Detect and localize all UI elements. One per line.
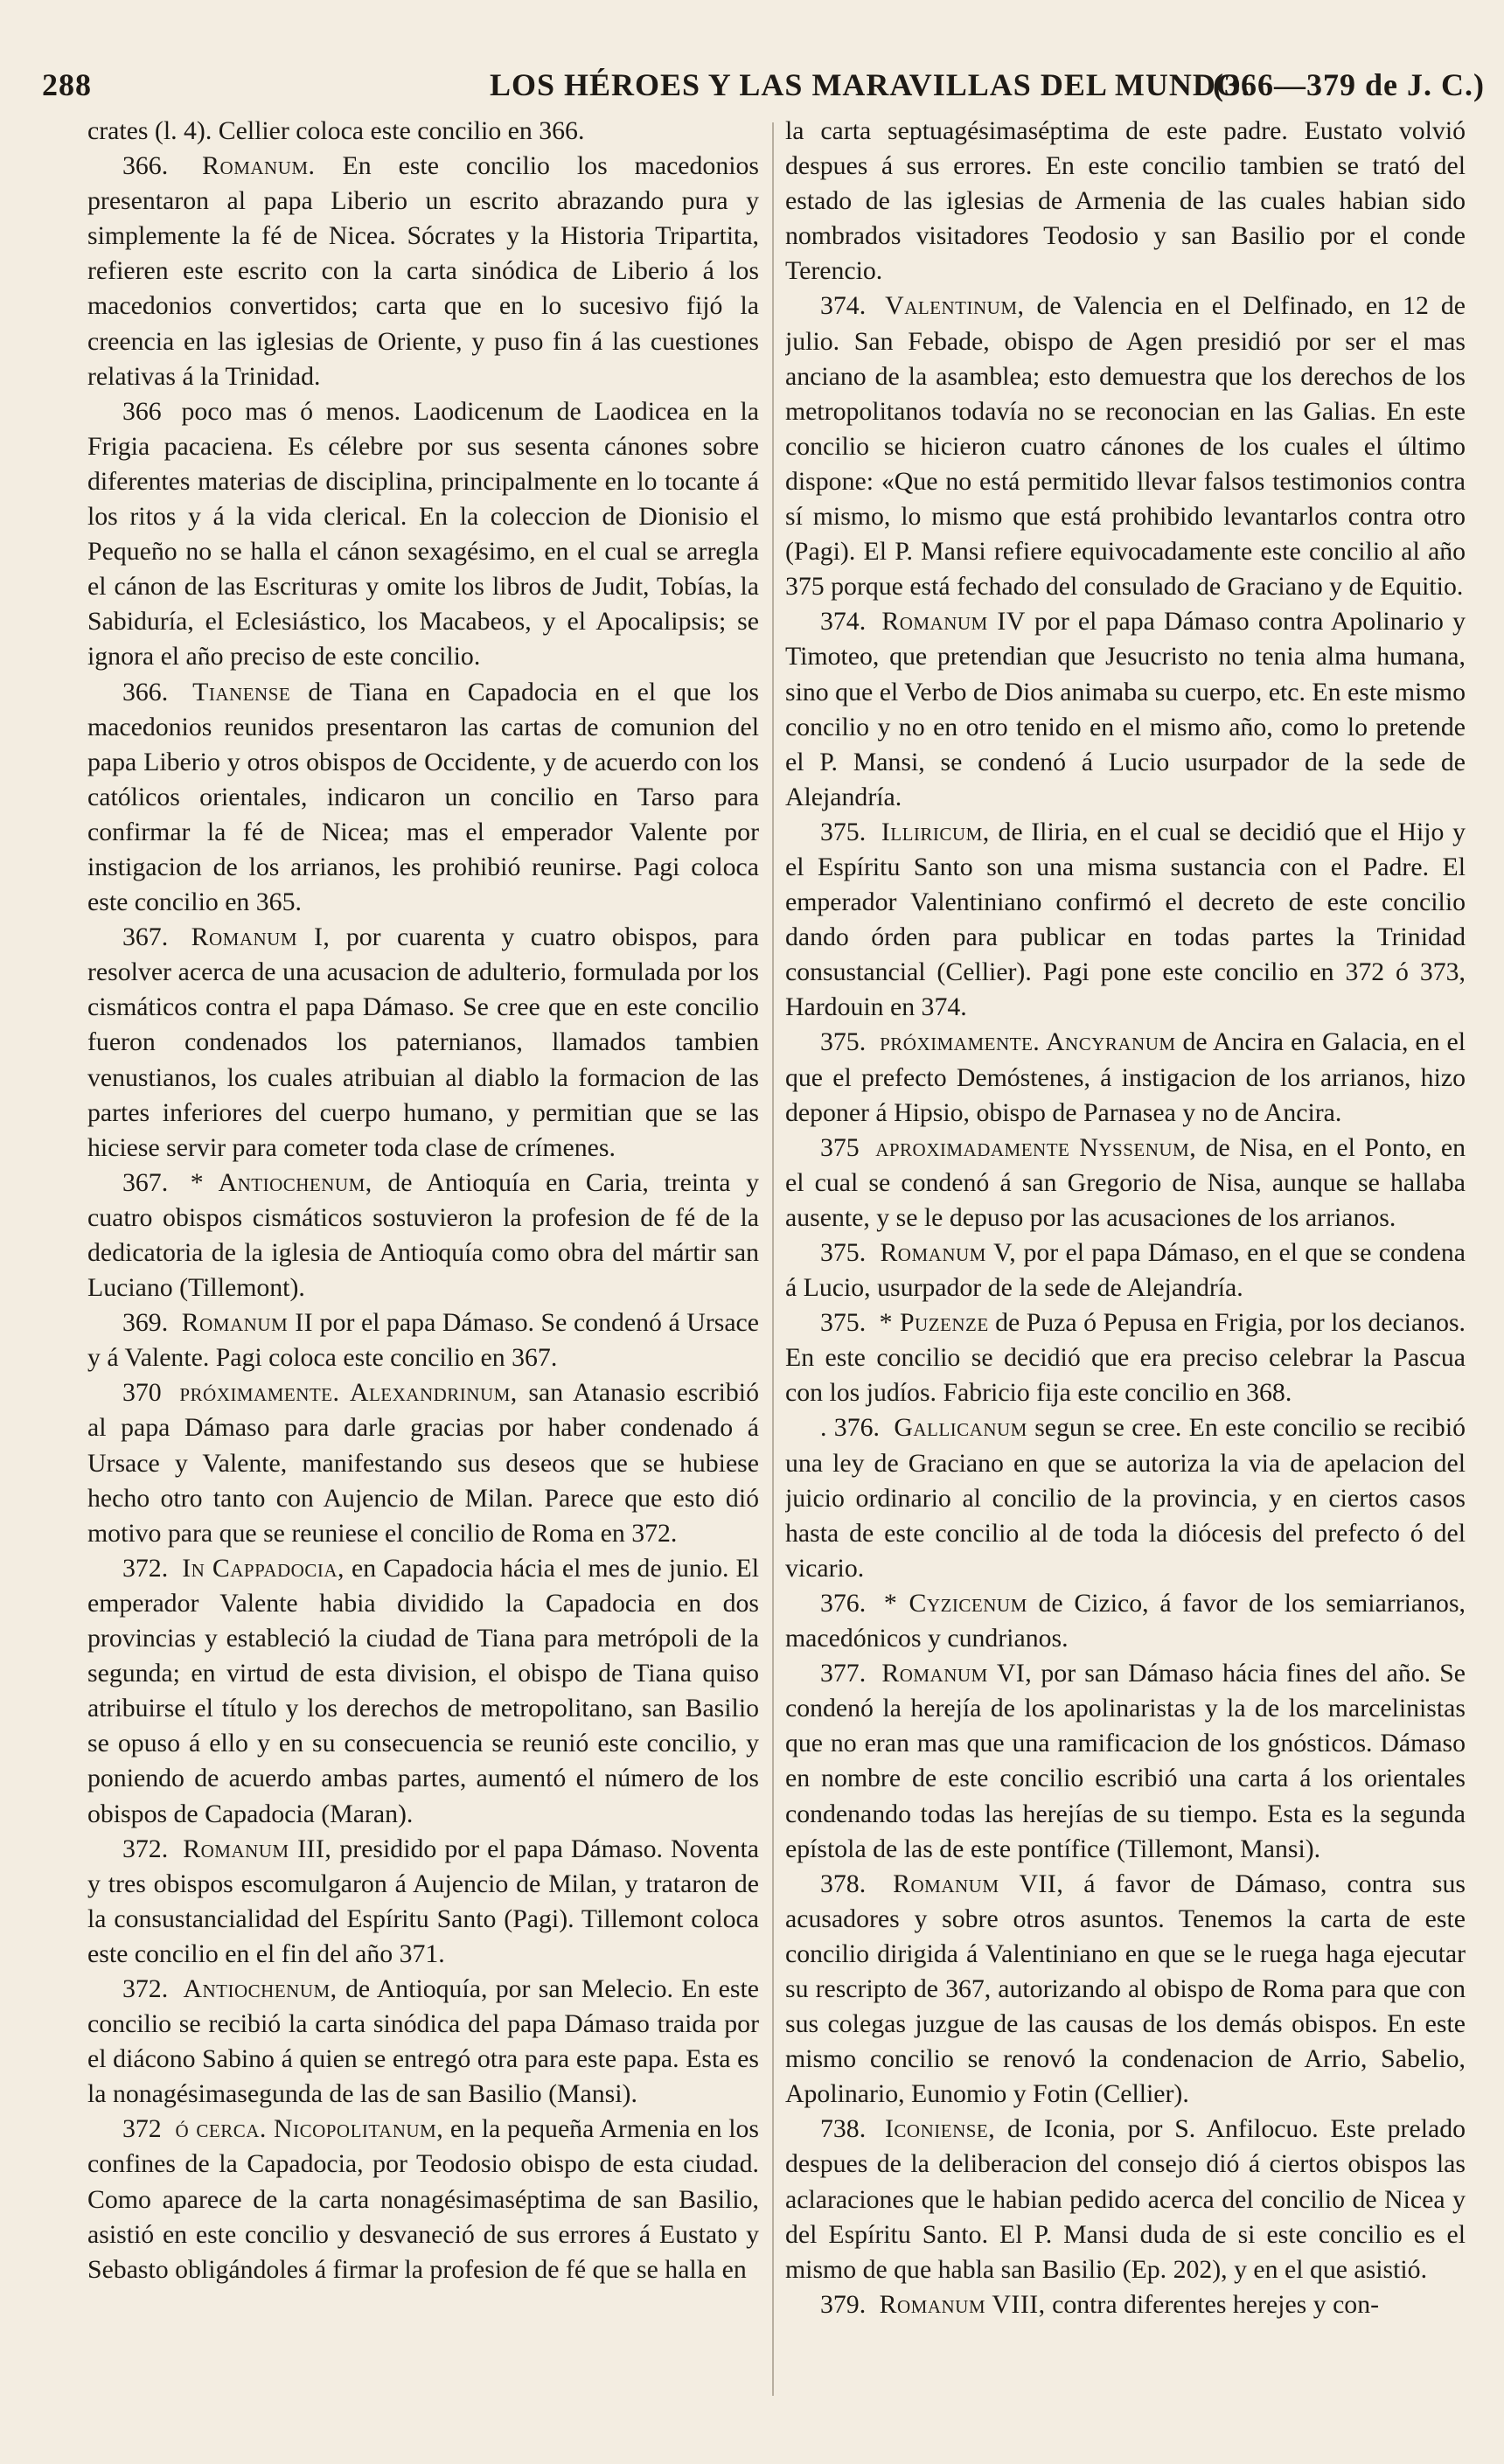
right-column (785, 114, 1466, 2422)
entry-number: 374. (820, 607, 867, 637)
entry-number: 375. (820, 1238, 867, 1267)
entry-text: en la pequeña Armenia en los confines de la Capadocia, por Teodosio obispo de esta ciudad. Como aparece de la carta nonagésimaséptima de san Basilio, asistió en este concilio y desvaneció de sus errores á Eustato y Sebasto obligándoles á firmar la profesion de fé que se halla en (87, 2114, 759, 2284)
council-name: Illiricum, (881, 817, 990, 846)
council-name: Romanum I, (191, 922, 331, 952)
council-name: Valentinum, (885, 291, 1025, 321)
entry-text: de Puza ó Pepusa en Frigia, por los decianos. En este concilio se decidió que era preciso celebrar la Pascua con los judíos. Fabricio fija este concilio en 368. (785, 1308, 1466, 1408)
date-range: (366—379 de J. C.) (1213, 67, 1485, 102)
entry-number: 738. (820, 2114, 867, 2144)
left-column (87, 114, 759, 2422)
entry-text: por el papa Dámaso. Se condenó á Ursace y á Valente. Pagi coloca este concilio en 367. (87, 1308, 759, 1373)
council-entry (87, 1832, 759, 1972)
council-name: * Cyzicenum (883, 1588, 1027, 1618)
council-name: Tianense (192, 677, 291, 706)
council-entry (785, 2287, 1466, 2322)
entry-text: de Iconia, por S. Anfilocuo. Este prelado despues de la deliberacion del consejo dió á ciertos obispos las aclaraciones que le habian pedido acerca del concilio de Nicea y del Espíritu Santo. El P. Mansi duda de si este concilio es el mismo de que habla san Basilio (Ep. 202), y en el que asistió. (785, 2114, 1466, 2284)
entry-text: de Antioquía en Caria, treinta y cuatro obispos cismáticos sostuvieron la profesion de fé de la dedicatoria de la iglesia de Antioquía como obra del mártir san Luciano (Tillemont). (87, 1167, 759, 1303)
entry-number: 372. (122, 1834, 169, 1863)
council-name: Gallicanum (894, 1413, 1027, 1443)
council-entry (785, 604, 1466, 815)
entry-number: 370 (122, 1378, 162, 1408)
council-name: Romanum VIII, (879, 2289, 1046, 2319)
council-entry (785, 1131, 1466, 1235)
entry-number: 379. (820, 2289, 867, 2319)
entry-text: de Iliria, en el cual se decidió que el Hijo y el Espíritu Santo son una misma sustancia con el Padre. El emperador Valentiniano confirmó el decreto de este concilio dando órden para publicar en todas partes la Trinidad consustancial (Cellier). Pagi pone este concilio en 372 ó 373, Hardouin en 374. (785, 817, 1466, 1022)
entry-number: 375 (820, 1132, 860, 1162)
entry-text: En este concilio los macedonios presentaron al papa Liberio un escrito abrazando pura y simplemente la fé de Nicea. Sócrates y la Historia Tripartita, refieren este escrito con la carta sinódica de Liberio á los macedonios convertidos; carta que en lo sucesivo fijó la creencia en las iglesias de Oriente, y puso fin á las cuestiones relativas á la Trinidad. (87, 151, 759, 391)
entry-text: á favor de Dámaso, contra sus acusadores y sobre otros asuntos. Tenemos la carta de este concilio dirigida á Valentiniano en que se le ruega haga ejecutar su rescripto de 367, autorizando al obispo de Roma para que con sus colegas juzgue de las causas de los demás obispos. En este mismo concilio se renovó la condenacion de Arrio, Sabelio, Apolinario, Eunomio y Fotin (Cellier). (785, 1869, 1466, 2109)
council-entry (87, 1551, 759, 1832)
council-name: * Antiochenum, (190, 1167, 373, 1197)
entry-text: en Capadocia hácia el mes de junio. El emperador Valente habia dividido la Capadocia en dos provincias y estableció la ciudad de Tiana para metrópoli de la segunda; en virtud de esta division, el obispo de Tiana quiso atribuirse el título y los derechos de metropolitano, san Basilio se opuso á ello y en su consecuencia se reunió este concilio, y poniendo de acuerdo ambas partes, aumentó el número de los obispos de Capadocia (Maran). (87, 1553, 759, 1828)
entry-number: 377. (820, 1659, 867, 1688)
council-entry (785, 289, 1466, 604)
council-entry (785, 1410, 1466, 1585)
council-entry (785, 1867, 1466, 2112)
council-entry (87, 114, 759, 149)
council-name: In Cappadocia, (182, 1553, 345, 1583)
entry-text: de Cizico, á favor de los semiarrianos, macedónicos y cundrianos. (785, 1588, 1466, 1653)
council-name: * Puzenze (879, 1308, 989, 1338)
council-entry (87, 920, 759, 1166)
entry-number: 366 (122, 396, 162, 426)
entry-text: por san Dámaso hácia fines del año. Se condenó la herejía de los apolinaristas y la de los marcelinistas que no eran mas que una ramificacion de los gnósticos. Dámaso en nombre de este concilio escribió una carta á los orientales condenando todas las herejías de su tiempo. Esta es la segunda epístola de las de este pontífice (Tillemont, Mansi). (785, 1659, 1466, 1863)
council-name: Antiochenum, (183, 1973, 338, 2003)
council-entry (87, 1166, 759, 1305)
council-entry (785, 2112, 1466, 2287)
entry-number: 375. (820, 817, 867, 846)
page-number: 288 (42, 67, 92, 102)
entry-number: 372 (122, 2114, 162, 2144)
council-entry (87, 2112, 759, 2287)
entry-text: de Nisa, en el Ponto, en el cual se condenó á san Gregorio de Nisa, aunque se hallaba ausente, y se le depuso por las acusaciones de los arrianos. (785, 1132, 1466, 1232)
entry-text: la carta septuagésimaséptima de este padre. Eustato volvió despues á sus errores. En este concilio tambien se trató del estado de las iglesias de Armenia de las cuales habian sido nombrados visitadores Teodosio y san Basilio por el conde Terencio. (785, 116, 1466, 286)
entry-number: 375. (820, 1308, 867, 1338)
council-entry (87, 149, 759, 394)
entry-number: 367. (122, 1167, 169, 1197)
council-entry (87, 1375, 759, 1550)
council-name: Romanum IV (881, 607, 1026, 637)
entry-text: por el papa Dámaso contra Apolinario y Timoteo, que pretendian que Jesucristo no tenia alma humana, sino que el Verbo de Dios animaba su cuerpo, etc. En este mismo concilio y no en otro tenido en el mismo año, como lo pretende el P. Mansi, se condenó á Lucio usurpador de la sede de Alejandría. (785, 607, 1466, 811)
council-name: próximamente. Alexandrinum, (179, 1378, 518, 1408)
entry-number: 369. (122, 1308, 169, 1338)
council-entry (785, 1656, 1466, 1867)
council-name: Romanum V, (880, 1238, 1017, 1267)
council-name: Romanum VII, (893, 1869, 1064, 1898)
entry-number: 378. (820, 1869, 867, 1898)
entry-text: presidido por el papa Dámaso. Noventa y tres obispos escomulgaron á Aujencio de Milan, y trataron de la consustancialidad del Espíritu Santo (Pagi). Tillemont coloca este concilio en el fin del año 371. (87, 1834, 759, 1968)
council-entry (785, 1305, 1466, 1410)
entry-text: crates (l. 4). Cellier coloca este concilio en 366. (87, 116, 585, 145)
council-name: Romanum. (202, 151, 316, 181)
entry-text: por cuarenta y cuatro obispos, para resolver acerca de una acusacion de adulterio, formulada por los cismáticos contra el papa Dámaso. Se cree que en este concilio fueron condenados los paternianos, llamados tambien venustianos, los cuales atribuian al diablo la formacion de las partes inferiores del cuerpo humano, y permitian que se las hiciese servir para cometer toda clase de crímenes. (87, 922, 759, 1162)
entry-text: de Antioquía, por san Melecio. En este concilio se recibió la carta sinódica del papa Dámaso traida por el diácono Sabino á quien se entregó otra para este papa. Esta es la nonagésimasegunda de las de san Basilio (Mansi). (87, 1973, 759, 2109)
entry-text: poco mas ó menos. Laodicenum de Laodicea en la Frigia pacaciena. Es célebre por sus sesenta cánones sobre diferentes materias de disciplina, principalmente en lo tocante á los ritos y á la vida clerical. En la coleccion de Dionisio el Pequeño no se halla el cánon sexagésimo, en el cual se arregla el cánon de las Escrituras y omite los libros de Judit, Tobías, la Sabiduría, el Eclesiástico, los Macabeos, y el Apocalipsis; se ignora el año preciso de este concilio. (87, 396, 759, 672)
running-title: LOS HÉROES Y LAS MARAVILLAS DEL MUNDO. (490, 67, 1250, 102)
entry-number: 375. (820, 1027, 867, 1057)
council-entry (87, 1305, 759, 1375)
entry-text: de Ancira en Galacia, en el que el prefecto Demóstenes, á instigacion de los arrianos, hizo deponer á Hipsio, obispo de Parnasea y no de Ancira. (785, 1027, 1466, 1127)
column-divider (772, 122, 774, 2396)
council-name: Romanum II (181, 1308, 314, 1338)
council-name: próximamente. Ancyranum (880, 1027, 1176, 1057)
council-name: aproximadamente Nyssenum, (875, 1132, 1197, 1162)
entry-number: 374. (820, 291, 867, 321)
entry-text: segun se cree. En este concilio se recibió una ley de Graciano en que se autoriza la via de apelacion del juicio ordinario al concilio de la provincia, y en ciertos casos hasta de este concilio al de toda la diócesis del prefecto ó del vicario. (785, 1413, 1466, 1583)
council-entry (87, 394, 759, 675)
entry-number: 366. (122, 677, 169, 706)
entry-number: 372. (122, 1553, 169, 1583)
entry-number: 366. (122, 151, 169, 181)
entry-number: 372. (122, 1973, 169, 2003)
council-name: Iconiense, (884, 2114, 996, 2144)
council-entry (785, 114, 1466, 289)
entry-number: . 376. (820, 1413, 880, 1443)
council-entry (785, 1025, 1466, 1130)
entry-text: de Valencia en el Delfinado, en 12 de julio. San Febade, obispo de Agen presidió por ser el mas anciano de la asamblea; esto demuestra que los derechos de los metropolitanos todavía no se reconocian en las Galias. En este concilio se hicieron cuatro cánones de los cuales el último dispone: «Que no está permitido llevar falsos testimonios contra sí mismo, lo mismo que está prohibido levantarlos contra otro (Pagi). El P. Mansi refiere equivocadamente este concilio al año 375 porque está fechado del consulado de Graciano y de Equitio. (785, 291, 1466, 602)
entry-text: de Tiana en Capadocia en el que los macedonios reunidos presentaron las cartas de comunion del papa Liberio y otros obispos de Occidente, y de acuerdo con los católicos orientales, indicaron un concilio en Tarso para confirmar la fé de Nicea; mas el emperador Valente por instigacion de los arrianos, les prohibió reunirse. Pagi coloca este concilio en 365. (87, 677, 759, 917)
council-entry (785, 815, 1466, 1026)
entry-text: contra diferentes herejes y con- (1052, 2289, 1380, 2319)
council-name: Romanum VI, (881, 1659, 1033, 1688)
entry-text: por el papa Dámaso, en el que se condena á Lucio, usurpador de la sede de Alejandría. (785, 1238, 1466, 1303)
council-entry (785, 1235, 1466, 1305)
council-entry (87, 1972, 759, 2112)
council-entry (87, 675, 759, 921)
council-name: Romanum III, (183, 1834, 332, 1863)
entry-number: 367. (122, 922, 169, 952)
council-name: ó cerca. Nicopolitanum, (175, 2114, 444, 2144)
entry-number: 376. (820, 1588, 867, 1618)
running-header (42, 66, 1495, 119)
council-entry (785, 1586, 1466, 1656)
entry-text: san Atanasio escribió al papa Dámaso para darle gracias por haber condenado á Ursace y Valente, manifestando sus deseos que se hubiese hecho otro tanto con Aujencio de Milan. Parece que esto dió motivo para que se reuniese el concilio de Roma en 372. (87, 1378, 759, 1548)
